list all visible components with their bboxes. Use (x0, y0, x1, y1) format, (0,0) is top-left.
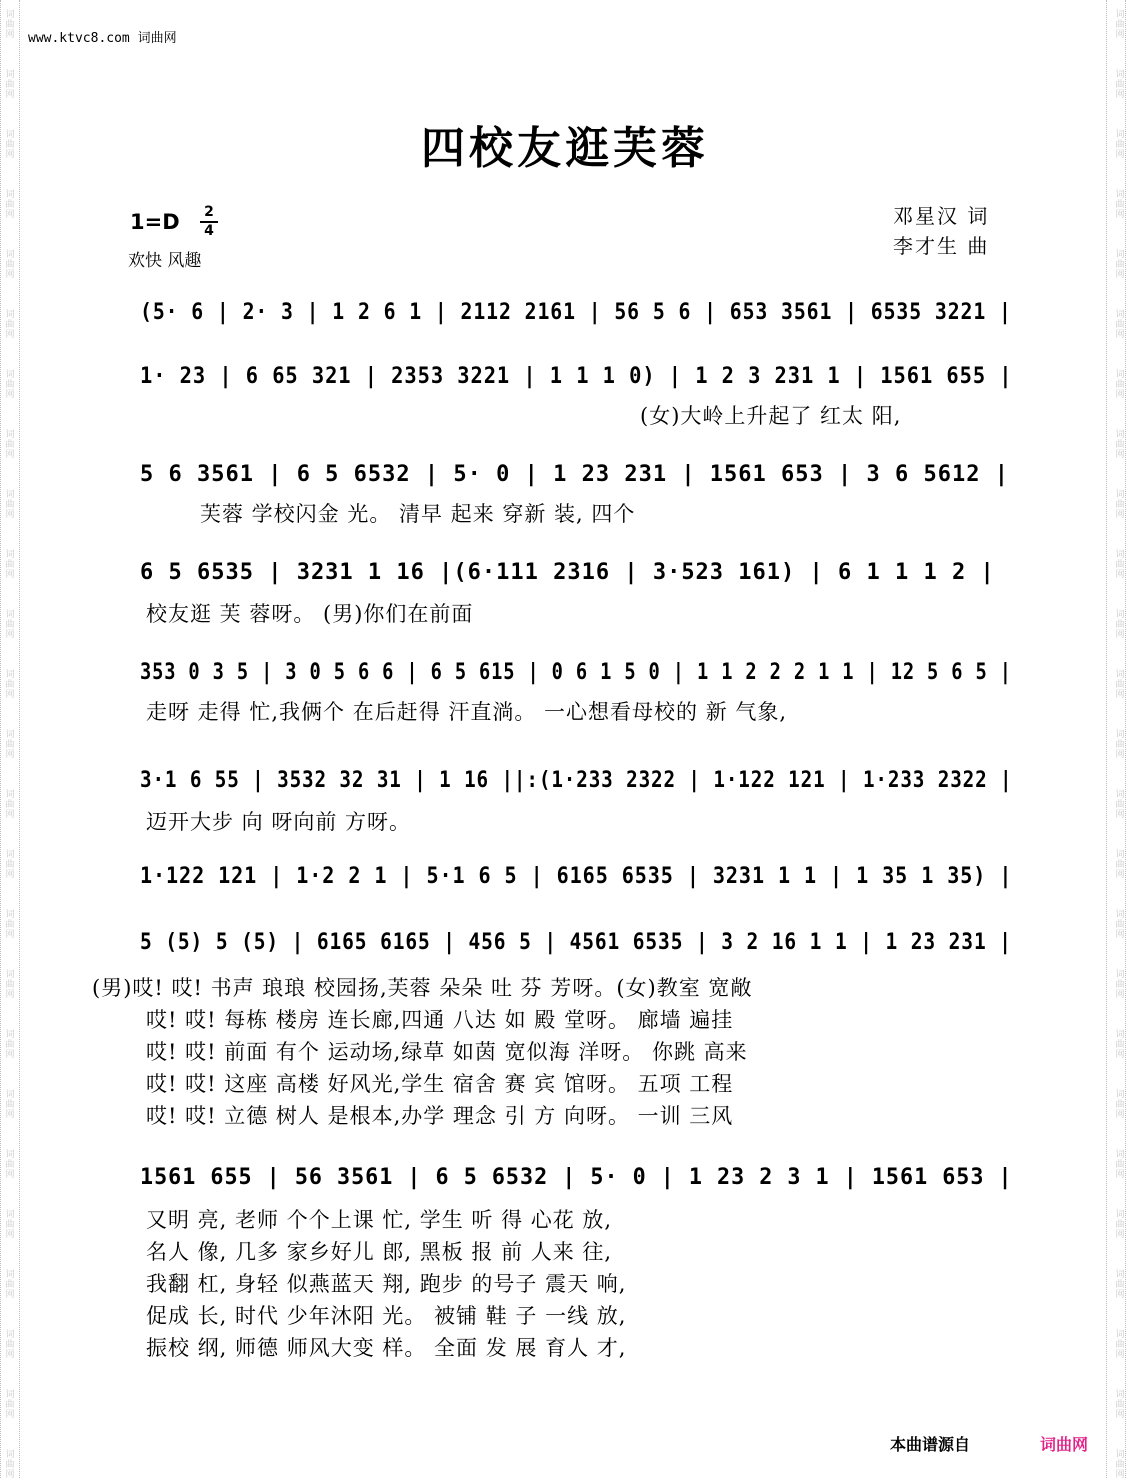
tempo-marking: 欢快 风趣 (128, 251, 202, 271)
side-watermark-glyph: 词 曲 网 (1115, 730, 1125, 760)
lyric-line: 迈开大步 向 呀向前 方呀。 (146, 810, 412, 834)
score-line-notes: 3·1 6 55 | 3532 32 31 | 1 16 ||:(1·233 2322 | 1·122 121 | 1·233 2322 | (140, 768, 1013, 793)
score-line (140, 864, 1012, 898)
side-watermark-glyph: 词 曲 网 (1115, 430, 1125, 460)
site-logo: 词曲网 (1040, 1435, 1089, 1454)
score-line-notes: 6 5 6535 | 3231 1 16 |(6·111 2316 | 3·523 161) | 6 1 1 1 2 | (140, 560, 995, 585)
side-watermark-glyph: 词 曲 网 (1115, 10, 1125, 40)
side-watermark-glyph: 词 曲 网 (5, 190, 15, 220)
side-watermark-glyph: 词 曲 网 (1115, 1090, 1125, 1120)
side-watermark-glyph: 词 曲 网 (1115, 130, 1125, 160)
side-watermark-glyph: 词 曲 网 (5, 790, 15, 820)
time-signature (200, 205, 218, 239)
side-watermark-glyph: 词 曲 网 (1115, 370, 1125, 400)
side-watermark-glyph: 词 曲 网 (5, 850, 15, 880)
side-watermark-glyph: 词 曲 网 (1115, 190, 1125, 220)
side-watermark-glyph: 词 曲 网 (1115, 250, 1125, 280)
side-watermark-glyph: 词 曲 网 (1115, 850, 1125, 880)
score-line (140, 300, 1012, 334)
score-line-notes: (5· 6 | 2· 3 | 1 2 6 1 | 2112 2161 | 56 5 6 | 653 3561 | 6535 3221 | (140, 300, 1012, 325)
score-line (140, 660, 1012, 694)
side-watermark-glyph: 词 曲 网 (1115, 1450, 1125, 1480)
lyric-line: 振校 纲, 师德 师风大变 样。 全面 发 展 育人 才, (146, 1336, 627, 1360)
side-watermark-glyph: 词 曲 网 (1115, 970, 1125, 1000)
lyric-line: 芙蓉 学校闪金 光。 清早 起来 穿新 装, 四个 (200, 502, 636, 526)
side-watermark-glyph: 词 曲 网 (5, 1390, 15, 1420)
side-watermark-glyph: 词 曲 网 (5, 70, 15, 100)
side-watermark-glyph: 词 曲 网 (5, 1270, 15, 1300)
side-watermark-glyph: 词 曲 网 (5, 370, 15, 400)
side-watermark-glyph: 词 曲 网 (5, 250, 15, 280)
side-watermark-glyph: 词 曲 网 (5, 10, 15, 40)
lyric-line: 促成 长, 时代 少年沐阳 光。 被铺 鞋 子 一线 放, (146, 1304, 627, 1328)
side-watermark-glyph: 词 曲 网 (1115, 1030, 1125, 1060)
side-watermark-glyph: 词 曲 网 (1115, 1330, 1125, 1360)
lyric-line: (男)哎! 哎! 书声 琅琅 校园扬,芙蓉 朵朵 吐 芬 芳呀。(女)教室 宽敞 (92, 976, 753, 1000)
side-watermark-glyph: 词 曲 网 (1115, 1270, 1125, 1300)
score-line-notes: 1· 23 | 6 65 321 | 2353 3221 | 1 1 1 0) | 1 2 3 231 1 | 1561 655 | (140, 364, 1013, 389)
side-watermark-glyph: 词 曲 网 (1115, 910, 1125, 940)
side-watermark-glyph: 词 曲 网 (1115, 550, 1125, 580)
side-watermark-glyph: 词 曲 网 (1115, 790, 1125, 820)
side-watermark-glyph: 词 曲 网 (5, 1210, 15, 1240)
side-watermark-glyph: 词 曲 网 (1115, 670, 1125, 700)
score-line-notes: 353 0 3 5 | 3 0 5 6 6 | 6 5 615 | 0 6 1 5 0 | 1 1 2 2 2 1 1 | 12 5 6 5 | (140, 660, 1012, 685)
score-line-notes: 1561 655 | 56 3561 | 6 5 6532 | 5· 0 | 1 23 2 3 1 | 1561 653 | (140, 1165, 1013, 1190)
side-watermark-glyph: 词 曲 网 (5, 310, 15, 340)
lyric-line: 哎! 哎! 每栋 楼房 连长廊,四通 八达 如 殿 堂呀。 廊墙 遍挂 (146, 1008, 734, 1032)
lyric-line: (女)大岭上升起了 红太 阳, (640, 404, 902, 428)
score-line (140, 768, 1012, 802)
side-watermark-glyph: 词 曲 网 (5, 670, 15, 700)
side-watermark-glyph: 词 曲 网 (5, 1030, 15, 1060)
lyric-line: 我翻 杠, 身轻 似燕蓝天 翔, 跑步 的号子 震天 响, (146, 1272, 627, 1296)
side-watermark-glyph: 词 曲 网 (5, 1330, 15, 1360)
side-watermark-glyph: 词 曲 网 (1115, 310, 1125, 340)
lyric-line: 名人 像, 几多 家乡好儿 郎, 黑板 报 前 人来 往, (146, 1240, 613, 1264)
time-signature-top: 2 (204, 204, 214, 220)
side-watermark-glyph: 词 曲 网 (5, 1450, 15, 1480)
side-watermark-glyph: 词 曲 网 (5, 910, 15, 940)
side-watermark-glyph: 词 曲 网 (5, 730, 15, 760)
score-line (140, 462, 1012, 496)
lyricist-credit: 邓星汉 词 (893, 204, 990, 228)
score-line (140, 930, 1012, 964)
side-watermark-glyph: 词 曲 网 (5, 430, 15, 460)
lyric-line: 哎! 哎! 前面 有个 运动场,绿草 如茵 宽似海 洋呀。 你跳 高来 (146, 1040, 748, 1064)
score-line (140, 364, 1012, 398)
side-watermark-glyph: 词 曲 网 (1115, 610, 1125, 640)
side-watermark-glyph: 词 曲 网 (1115, 70, 1125, 100)
score-line (140, 560, 1012, 594)
source-label: 本曲谱源自 (890, 1435, 971, 1454)
lyric-line: 校友逛 芙 蓉呀。 (男)你们在前面 (146, 602, 474, 626)
side-watermark-glyph: 词 曲 网 (5, 610, 15, 640)
time-signature-bottom: 4 (204, 223, 214, 239)
score-line-notes: 5 (5) 5 (5) | 6165 6165 | 456 5 | 4561 6535 | 3 2 16 1 1 | 1 23 231 | (140, 930, 1012, 955)
key-signature: 1=D (130, 210, 180, 234)
score-line (140, 1165, 1012, 1199)
side-watermark-glyph: 词 曲 网 (5, 130, 15, 160)
side-watermark-glyph: 词 曲 网 (5, 1090, 15, 1120)
side-watermark-glyph: 词 曲 网 (1115, 490, 1125, 520)
site-url-watermark: www.ktvc8.com 词曲网 (28, 31, 177, 46)
side-watermark-glyph: 词 曲 网 (1115, 1150, 1125, 1180)
lyric-line: 哎! 哎! 这座 高楼 好风光,学生 宿舍 赛 宾 馆呀。 五项 工程 (146, 1072, 734, 1096)
side-watermark-glyph: 词 曲 网 (5, 1150, 15, 1180)
composer-credit: 李才生 曲 (893, 234, 990, 258)
song-title: 四校友逛芙蓉 (421, 123, 709, 174)
score-line-notes: 1·122 121 | 1·2 2 1 | 5·1 6 5 | 6165 6535 | 3231 1 1 | 1 35 1 35) | (140, 864, 1013, 889)
score-line-notes: 5 6 3561 | 6 5 6532 | 5· 0 | 1 23 231 | 1561 653 | 3 6 5612 | (140, 462, 1009, 487)
side-watermark-glyph: 词 曲 网 (5, 490, 15, 520)
lyric-line: 哎! 哎! 立德 树人 是根本,办学 理念 引 方 向呀。 一训 三风 (146, 1104, 734, 1128)
side-watermark-glyph: 词 曲 网 (1115, 1390, 1125, 1420)
lyric-line: 走呀 走得 忙,我俩个 在后赶得 汗直淌。 一心想看母校的 新 气象, (146, 700, 788, 724)
lyric-line: 又明 亮, 老师 个个上课 忙, 学生 听 得 心花 放, (146, 1208, 613, 1232)
side-watermark-glyph: 词 曲 网 (5, 550, 15, 580)
side-watermark-glyph: 词 曲 网 (5, 970, 15, 1000)
side-watermark-glyph: 词 曲 网 (1115, 1210, 1125, 1240)
